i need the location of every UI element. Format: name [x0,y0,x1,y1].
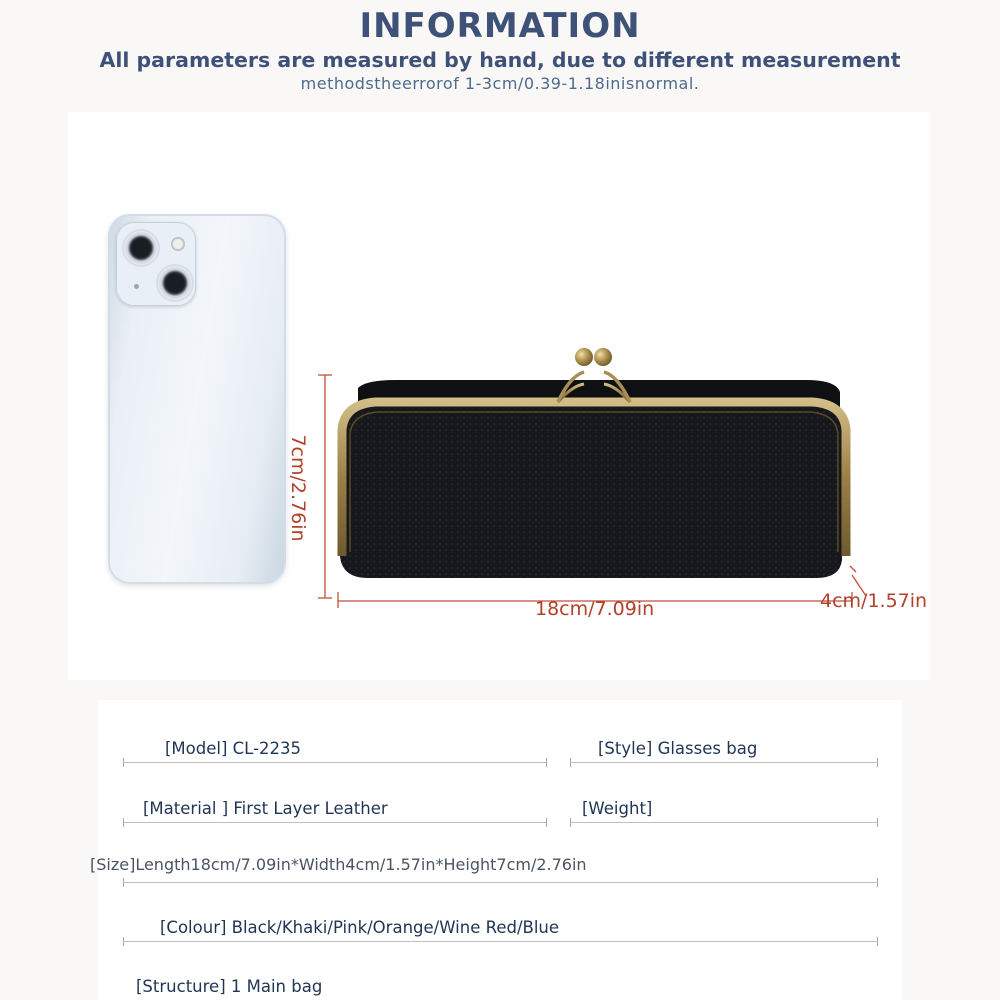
width-dimension-label: 4cm/1.57in [820,590,928,612]
spec-size: [Size]Length18cm/7.09in*Width4cm/1.57in*Height7cm/2.76in [90,855,587,874]
separator-line [570,762,878,763]
separator-line [123,882,878,883]
error-tolerance-note: methodstheerrorof 1-3cm/0.39-1.18inisnormal. [300,74,700,93]
height-dimension-label: 7cm/2.76in [287,434,309,542]
measurement-note: All parameters are measured by hand, due to different measurement [99,48,901,72]
page-title: INFORMATION [359,6,641,46]
separator-line [123,941,878,942]
spec-structure: [Structure] 1 Main bag [136,977,323,996]
separator-line [570,822,878,823]
spec-colour: [Colour] Black/Khaki/Pink/Orange/Wine Red/Blue [160,918,560,937]
spec-model: [Model] CL-2235 [165,739,302,758]
spec-material: [Material ] First Layer Leather [143,799,388,818]
separator-line [123,762,547,763]
spec-style: [Style] Glasses bag [598,739,758,758]
length-dimension-label: 18cm/7.09in [535,598,655,620]
separator-line [123,822,547,823]
spec-weight: [Weight] [582,799,653,818]
